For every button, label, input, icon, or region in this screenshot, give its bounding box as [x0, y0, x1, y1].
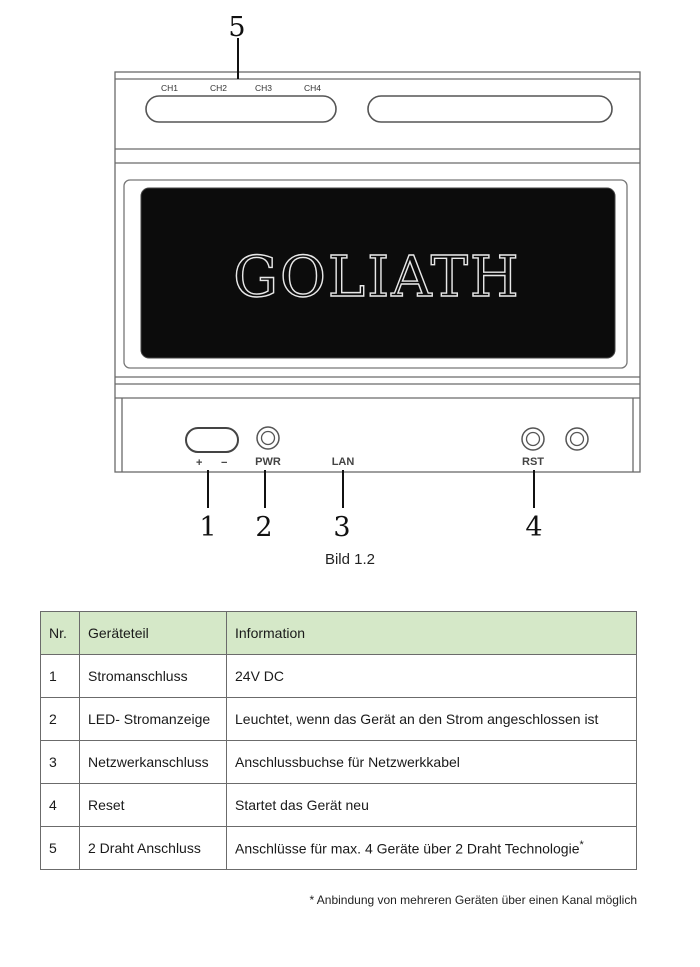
callout-2: 2 — [255, 512, 273, 543]
reset-button — [522, 428, 544, 450]
cell-info — [227, 827, 637, 870]
callout-4: 4 — [525, 512, 543, 543]
info-text: Anschlussbuchse für Netzwerkkabel — [235, 754, 460, 770]
pwr-label: PWR — [255, 456, 281, 468]
cell-nr: 2 — [41, 698, 80, 741]
plus-symbol: + — [196, 457, 203, 469]
header-part: Geräteteil — [80, 612, 227, 655]
channel-label-4: CH4 — [304, 83, 322, 93]
channel-label-2: CH2 — [210, 83, 228, 93]
figure-caption: Bild 1.2 — [324, 551, 376, 568]
brand-logo: GOLIATH — [233, 245, 521, 310]
header-nr: Nr. — [41, 612, 80, 655]
cell-info — [227, 698, 637, 741]
extra-port — [566, 428, 588, 450]
cell-part: Netzwerkanschluss — [80, 741, 227, 784]
cell-part: Stromanschluss — [80, 655, 227, 698]
info-text: Startet das Gerät neu — [235, 797, 369, 813]
cell-nr: 1 — [41, 655, 80, 698]
cell-info — [227, 741, 637, 784]
table-header-row — [41, 612, 637, 655]
lan-label: LAN — [331, 456, 355, 468]
pwr-led — [257, 427, 279, 449]
cell-nr: 4 — [41, 784, 80, 827]
table-row — [41, 698, 637, 741]
cell-nr: 5 — [41, 827, 80, 870]
cell-part: 2 Draht Anschluss — [80, 827, 227, 870]
rst-label: RST — [522, 456, 544, 468]
terminal-slot-left — [146, 96, 336, 122]
channel-label-3: CH3 — [255, 83, 273, 93]
callout-5: 5 — [228, 12, 246, 43]
cell-info — [227, 655, 637, 698]
callout-3: 3 — [333, 512, 351, 543]
channel-label-1: CH1 — [161, 83, 179, 93]
info-text: Anschlüsse für max. 4 Geräte über 2 Draht Technologie — [235, 840, 580, 857]
table-row — [41, 827, 637, 870]
table-row — [41, 784, 637, 827]
footnote: * Anbindung von mehreren Geräten über einen Kanal möglich — [309, 893, 637, 907]
minus-symbol: − — [221, 457, 228, 469]
callout-1: 1 — [199, 512, 217, 543]
table-row — [41, 655, 637, 698]
header-information: Information — [227, 612, 637, 655]
info-text: 24V DC — [235, 668, 285, 684]
cell-part: LED- Stromanzeige — [80, 698, 227, 741]
table-row — [41, 741, 637, 784]
cell-nr: 3 — [41, 741, 80, 784]
terminal-slot-right — [368, 96, 612, 122]
cell-part: Reset — [80, 784, 227, 827]
power-connector — [186, 428, 238, 452]
info-text: Leuchtet, wenn das Gerät an den Strom angeschlossen ist — [235, 711, 599, 727]
parts-table — [40, 611, 637, 870]
footnote-marker: * — [579, 839, 584, 852]
cell-info — [227, 784, 637, 827]
